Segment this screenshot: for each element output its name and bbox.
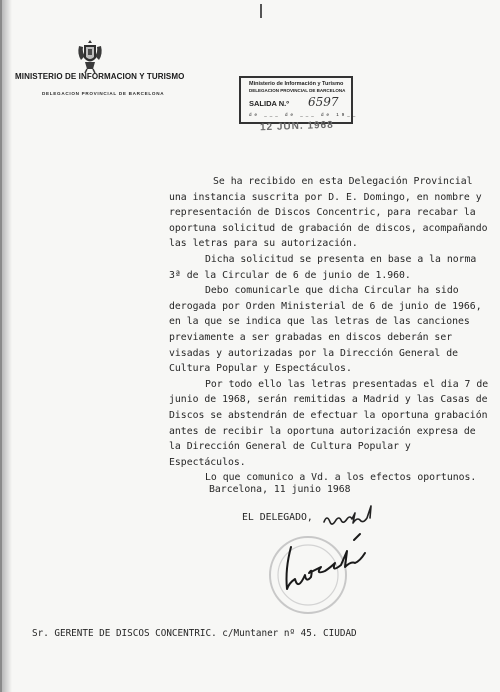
stamp-salida-label: SALIDA N.º xyxy=(249,99,289,108)
body-paragraph: Se ha recibido en esta Delegación Provincial una instancia suscrita por D. E. Domingo, en nombre y representación de Discos Concentric, para recabar la oportuna solicitud de grabación de discos, acompañando las letras para su autorización. xyxy=(169,176,488,250)
addressee-line: Sr. GERENTE DE DISCOS CONCENTRIC. c/Muntaner nº 45. CIUDAD xyxy=(32,628,357,639)
stamp-date: 12 JUN. 1968 xyxy=(259,119,334,134)
signatory-title: EL DELEGADO, xyxy=(242,512,313,523)
closing-line: Lo que comunico a Vd. a los efectos oportunos. xyxy=(205,472,477,484)
letter-body xyxy=(169,174,489,486)
stamp-date-fields: de ___ de ___ de 19__ xyxy=(249,112,359,117)
punch-mark xyxy=(260,4,262,18)
registry-stamp xyxy=(239,76,359,124)
handwritten-signature xyxy=(287,534,366,589)
body-paragraph: Debo comunicarle que dicha Circular ha sido derogada por Orden Ministerial de 6 de junio de 1966, en la que se indica que las letras de las canciones previamente a ser grabadas en discos deberán ser visadas y autorizadas por la Dirección General de Cultura Popular y Espectáculos. xyxy=(169,285,482,375)
page-edge-shadow xyxy=(2,0,12,692)
coat-of-arms-icon xyxy=(76,38,104,74)
place-date: Barcelona, 11 junio 1968 xyxy=(209,484,351,495)
body-paragraph: Por todo ello las letras presentadas el dia 7 de junio de 1968, serán remitidas a Madrid y las Casas de Discos se abstendrán de efectuar la oportuna grabación antes de recibir la oportuna autorización expresa de la Dirección General de Cultura Popular y Espectáculos. xyxy=(169,378,489,468)
body-paragraph: Dicha solicitud se presenta en base a la norma 3ª de la Circular de 6 de junio de 1.960. xyxy=(169,253,477,281)
ministry-subtitle: DELEGACION PROVINCIAL DE BARCELONA xyxy=(42,91,165,96)
stamp-delegation-line: DELEGACION PROVINCIAL DE BARCELONA xyxy=(249,88,346,93)
official-seal xyxy=(270,537,346,613)
stamp-ministry-line: Ministerio de Información y Turismo xyxy=(249,81,344,87)
handwritten-note xyxy=(324,506,371,524)
stamp-salida-number: 6597 xyxy=(308,95,339,109)
ministry-title: MINISTERIO DE INFORMACION Y TURISMO xyxy=(15,72,185,81)
